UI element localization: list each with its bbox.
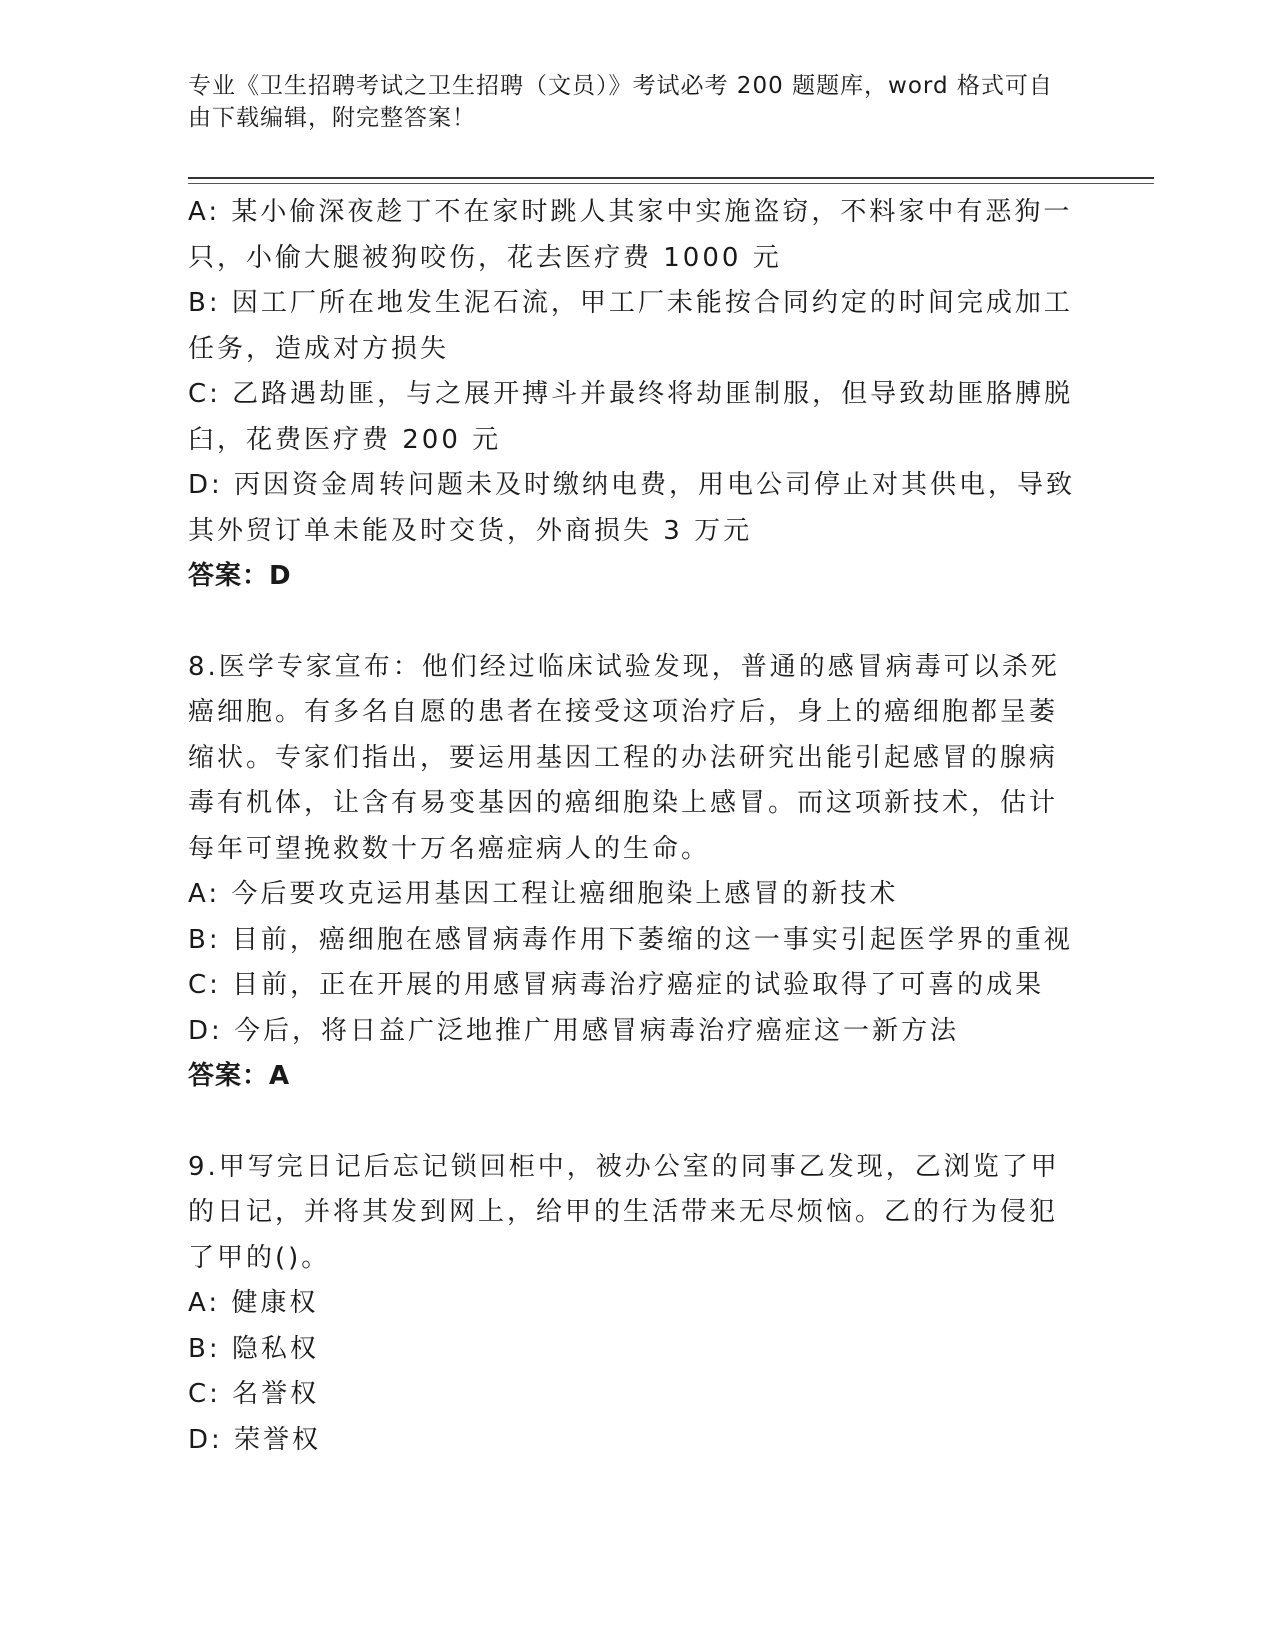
header-line: 由下载编辑，附完整答案！ [188,105,476,131]
document-body [188,190,1076,1463]
header-divider-thin [188,183,1154,184]
option-line: 其外贸订单未能及时交货，外商损失 3 万元 [188,515,753,546]
option-line: B: 因工厂所在地发生泥石流，甲工厂未能按合同约定的时间完成加工 [188,288,1073,318]
option-line: B: 目前，癌细胞在感冒病毒作用下萎缩的这一事实引起医学界的重视 [188,924,1073,955]
option-line: A: 今后要攻克运用基因工程让癌细胞染上感冒的新技术 [188,879,899,909]
question-9 [188,1145,1068,1464]
question-8 [188,645,1073,1100]
question-line: 了甲的()。 [188,1242,331,1273]
option-line: D: 今后，将日益广泛地推广用感冒病毒治疗癌症这一新方法 [188,1015,960,1046]
question-line: 9.甲写完日记后忘记锁回柜中，被办公室的同事乙发现，乙浏览了甲 [188,1151,1060,1182]
header-line: 专业《卫生招聘考试之卫生招聘（文员）》考试必考 200 题题库，word 格式可自 [188,73,1053,99]
option-line: B: 隐私权 [188,1333,319,1364]
answer-label: 答案：A [188,1061,291,1091]
option-line: C: 乙路遇劫匪，与之展开搏斗并最终将劫匪制服，但导致劫匪胳膊脱 [188,379,1074,409]
option-line: 臼，花费医疗费 200 元 [188,424,502,455]
option-line: C: 名誉权 [188,1379,320,1409]
option-line: A: 某小偷深夜趁丁不在家时跳人其家中实施盗窃，不料家中有恶狗一 [188,197,1073,227]
option-line: A: 健康权 [188,1288,319,1318]
question-line: 8.医学专家宣布：他们经过临床试验发现，普通的感冒病毒可以杀死 [188,651,1060,682]
option-line: C: 目前，正在开展的用感冒病毒治疗癌症的试验取得了可喜的成果 [188,970,1045,1000]
option-line: D: 丙因资金周转问题未及时缴纳电费，用电公司停止对其供电，导致 [188,470,1076,500]
question-line: 癌细胞。有多名自愿的患者在接受这项治疗后，身上的癌细胞都呈萎 [188,697,1059,727]
option-line: D: 荣誉权 [188,1424,322,1455]
question-line: 的日记，并将其发到网上，给甲的生活带来无尽烦恼。乙的行为侵犯 [188,1197,1059,1227]
question-line: 缩状。专家们指出，要运用基因工程的办法研究出能引起感冒的腺病 [188,742,1059,773]
question-line: 每年可望挽救数十万名癌症病人的生命。 [188,833,711,864]
question-7 [188,190,1076,600]
answer-label: 答案：D [188,561,292,591]
document-header [188,70,1068,134]
option-line: 任务，造成对方损失 [188,333,450,364]
question-line: 毒有机体，让含有易变基因的癌细胞染上感冒。而这项新技术，估计 [188,788,1059,818]
header-divider [188,177,1154,179]
option-line: 只，小偷大腿被狗咬伤，花去医疗费 1000 元 [188,242,782,273]
